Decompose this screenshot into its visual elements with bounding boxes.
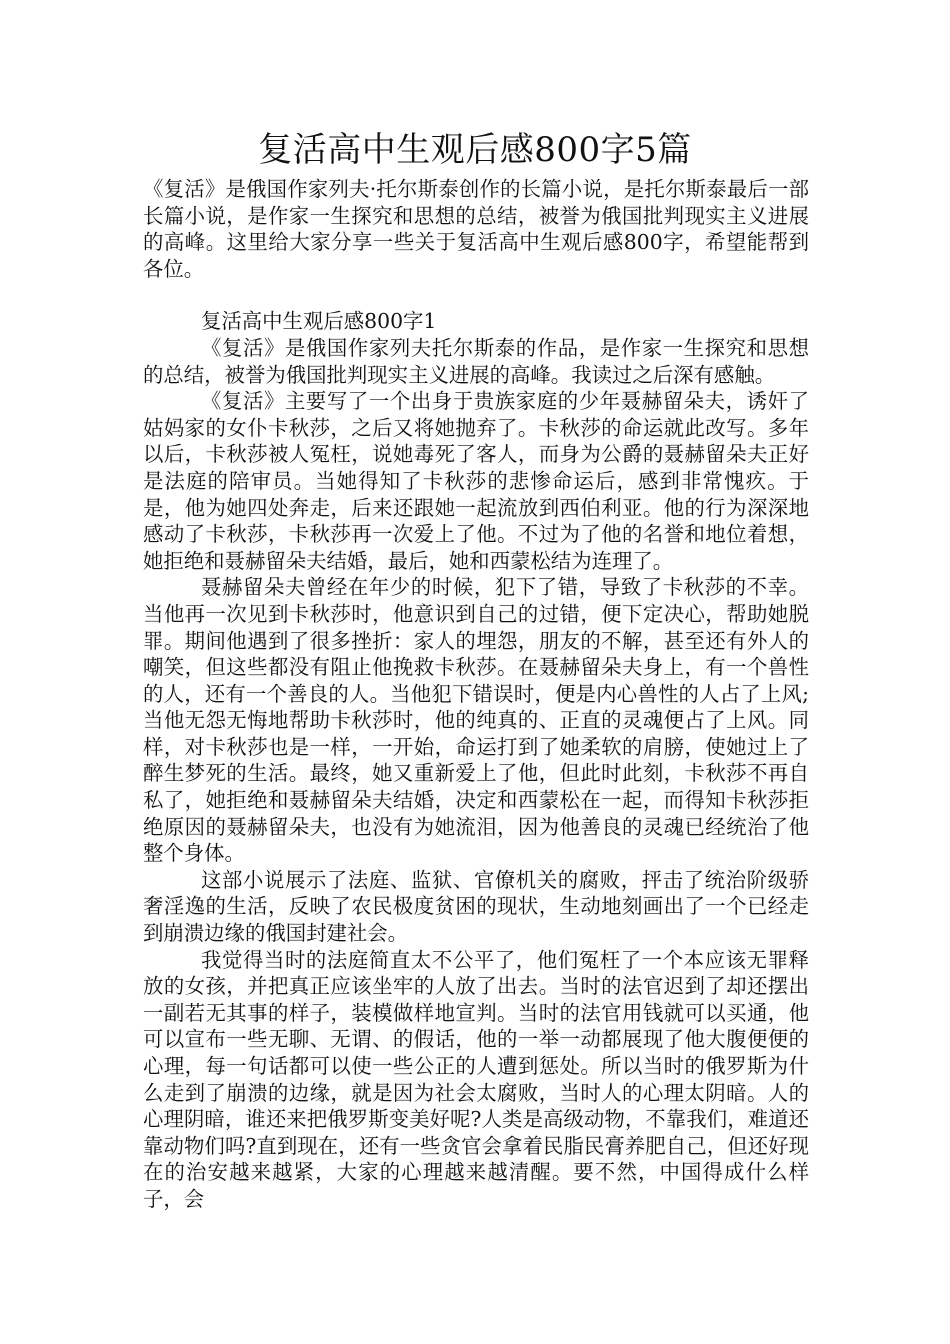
body-paragraph: 《复活》主要写了一个出身于贵族家庭的少年聂赫留朵夫，诱奸了姑妈家的女仆卡秋莎，之后又将她抛弃了。卡秋莎的命运就此改写。多年以后，卡秋莎被人冤枉，说她毒死了客人，而身为公爵的聂赫留朵夫正好是法庭的陪审员。当她得知了卡秋莎的悲惨命运后，感到非常愧疚。于是，他为她四处奔走，后来还跟她一起流放到西伯利亚。他的行为深深地感动了卡秋莎，卡秋莎再一次爱上了他。不过为了他的名誉和地位着想，她拒绝和聂赫留朵夫结婚，最后，她和西蒙松结为连理了。 (143, 389, 809, 573)
section-heading: 复活高中生观后感800字1 (201, 309, 437, 334)
document-body (143, 176, 809, 1213)
body-paragraph: 聂赫留朵夫曾经在年少的时候，犯下了错，导致了卡秋莎的不幸。当他再一次见到卡秋莎时，他意识到自己的过错，便下定决心，帮助她脱罪。期间他遇到了很多挫折：家人的埋怨，朋友的不解，甚至还有外人的嘲笑，但这些都没有阻止他挽救卡秋莎。在聂赫留朵夫身上，有一个兽性的人，还有一个善良的人。当他犯下错误时，便是内心兽性的人占了上风;当他无怨无悔地帮助卡秋莎时，他的纯真的、正直的灵魂便占了上风。同样，对卡秋莎也是一样，一开始，命运打到了她柔软的肩膀，使她过上了醉生梦死的生活。最终，她又重新爱上了他，但此时此刻，卡秋莎不再自私了，她拒绝和聂赫留朵夫结婚，决定和西蒙松在一起，而得知卡秋莎拒绝原因的聂赫留朵夫，也没有为她流泪，因为他善良的灵魂已经统治了他整个身体。 (143, 575, 809, 866)
intro-paragraph: 《复活》是俄国作家列夫·托尔斯泰创作的长篇小说，是托尔斯泰最后一部长篇小说，是作家一生探究和思想的总结，被誉为俄国批判现实主义进展的高峰。这里给大家分享一些关于复活高中生观后感800字，希望能帮到各位。 (143, 177, 809, 281)
body-paragraph: 《复活》是俄国作家列夫托尔斯泰的作品，是作家一生探究和思想的总结，被誉为俄国批判现实主义进展的高峰。我读过之后深有感触。 (143, 335, 809, 387)
body-paragraph: 这部小说展示了法庭、监狱、官僚机关的腐败，抨击了统治阶级骄奢淫逸的生活，反映了农民极度贫困的现状，生动地刻画出了一个已经走到崩溃边缘的俄国封建社会。 (143, 867, 809, 946)
body-paragraph: 我觉得当时的法庭简直太不公平了，他们冤枉了一个本应该无罪释放的女孩，并把真正应该坐牢的人放了出去。当时的法官迟到了却还摆出一副若无其事的样子，装模做样地宣判。当时的法官用钱就可以买通，他可以宣布一些无聊、无谓、的假话，他的一举一动都展现了他大腹便便的心理，每一句话都可以使一些公正的人遭到惩处。所以当时的俄罗斯为什么走到了崩溃的边缘，就是因为社会太腐败，当时人的心理太阴暗。人的心理阴暗，谁还来把俄罗斯变美好呢?人类是高级动物，不靠我们，难道还靠动物们吗?直到现在，还有一些贪官会拿着民脂民膏养肥自己，但还好现在的治安越来越紧，大家的心理越来越清醒。要不然，中国得成什么样子，会 (143, 947, 809, 1211)
document-title: 复活高中生观后感800字5篇 (258, 130, 692, 170)
